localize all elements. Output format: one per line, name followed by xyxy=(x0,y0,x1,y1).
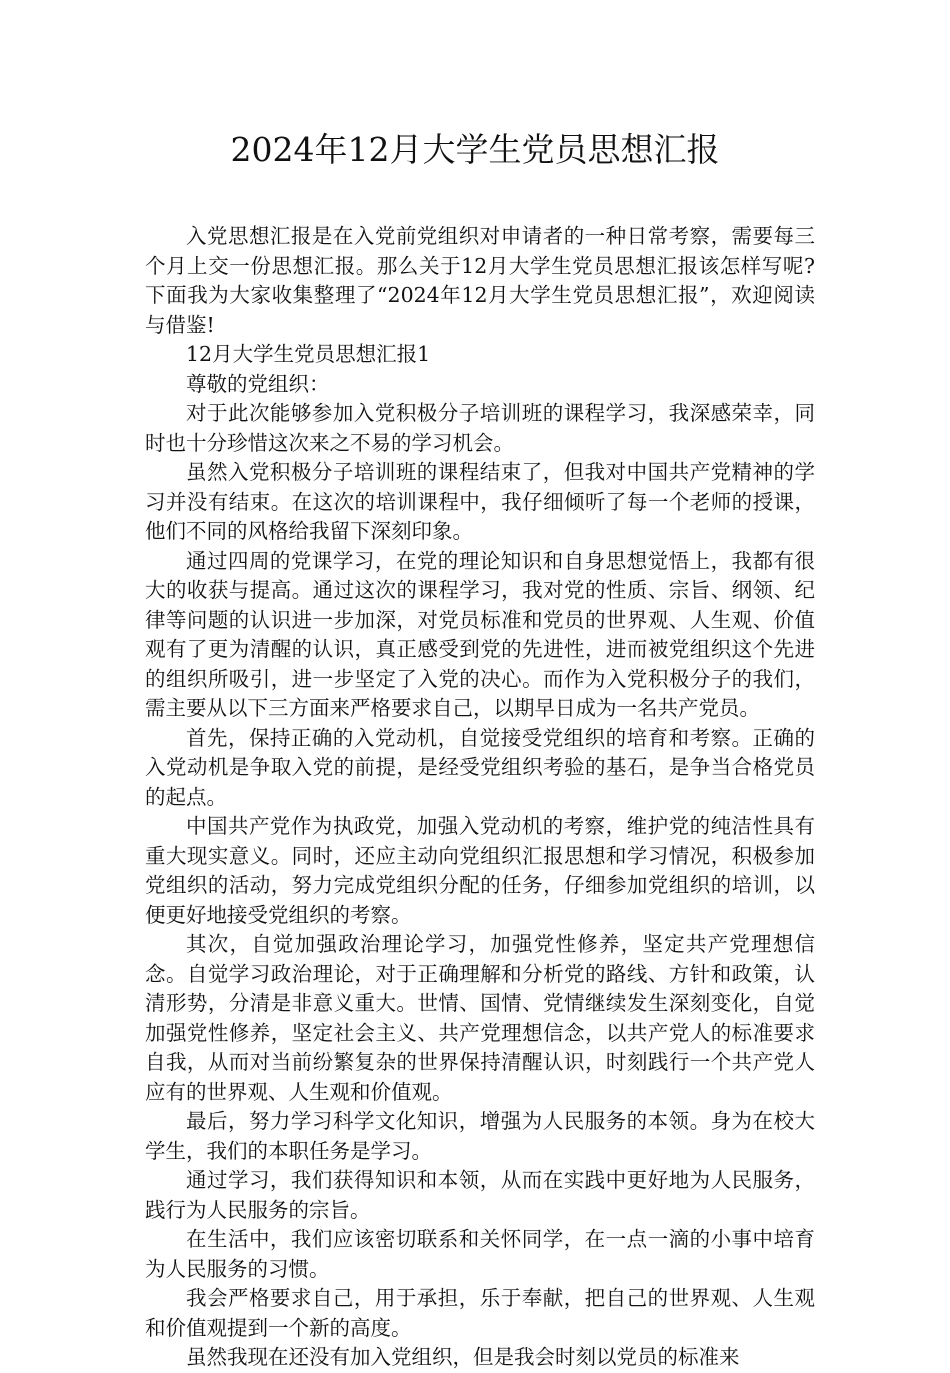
paragraph: 最后，努力学习科学文化知识，增强为人民服务的本领。身为在校大学生，我们的本职任务是学习。 xyxy=(145,1109,815,1163)
paragraph: 对于此次能够参加入党积极分子培训班的课程学习，我深感荣幸，同时也十分珍惜这次来之不易的学习机会。 xyxy=(145,401,815,455)
document-title: 2024年12月大学生党员思想汇报 xyxy=(230,130,720,169)
paragraph: 通过四周的党课学习，在党的理论知识和自身思想觉悟上，我都有很大的收获与提高。通过这次的课程学习，我对党的性质、宗旨、纲领、纪律等问题的认识进一步加深，对党员标准和党员的世界观、人生观、价值观有了更为清醒的认识，真正感受到党的先进性，进而被党组织这个先进的组织所吸引，进一步坚定了入党的决心。而作为入党积极分子的我们，需主要从以下三方面来严格要求自己，以期早日成为一名共产党员。 xyxy=(145,548,815,720)
paragraph: 我会严格要求自己，用于承担，乐于奉献，把自己的世界观、人生观和价值观提到一个新的高度。 xyxy=(145,1286,815,1340)
paragraph: 首先，保持正确的入党动机，自觉接受党组织的培育和考察。正确的入党动机是争取入党的前提，是经受党组织考验的基石，是争当合格党员的起点。 xyxy=(145,725,815,809)
paragraph: 虽然我现在还没有加入党组织，但是我会时刻以党员的标准来 xyxy=(186,1345,740,1369)
salutation: 尊敬的党组织： xyxy=(186,371,330,396)
paragraph: 入党思想汇报是在入党前党组织对申请者的一种日常考察，需要每三个月上交一份思想汇报。那么关于12月大学生党员思想汇报该怎样写呢?下面我为大家收集整理了“2024年12月大学生党员思想汇报”，欢迎阅读与借鉴! xyxy=(145,224,815,337)
paragraph: 在生活中，我们应该密切联系和关怀同学，在一点一滴的小事中培育为人民服务的习惯。 xyxy=(145,1227,815,1281)
paragraph: 虽然入党积极分子培训班的课程结束了，但我对中国共产党精神的学习并没有结束。在这次的培训课程中，我仔细倾听了每一个老师的授课，他们不同的风格给我留下深刻印象。 xyxy=(145,460,815,543)
paragraph: 通过学习，我们获得知识和本领，从而在实践中更好地为人民服务，践行为人民服务的宗旨。 xyxy=(145,1168,815,1222)
section-heading: 12月大学生党员思想汇报1 xyxy=(186,342,431,366)
paragraph: 其次，自觉加强政治理论学习，加强党性修养，坚定共产党理想信念。自觉学习政治理论，对于正确理解和分析党的路线、方针和政策，认清形势，分清是非意义重大。世情、国情、党情继续发生深刻变化，自觉加强党性修养，坚定社会主义、共产党理想信念，以共产党人的标准要求自我，从而对当前纷繁复杂的世界保持清醒认识，时刻践行一个共产党人应有的世界观、人生观和价值观。 xyxy=(145,932,815,1104)
paragraph: 中国共产党作为执政党，加强入党动机的考察，维护党的纯洁性具有重大现实意义。同时，还应主动向党组织汇报思想和学习情况，积极参加党组织的活动，努力完成党组织分配的任务，仔细参加党组织的培训，以便更好地接受党组织的考察。 xyxy=(145,814,815,927)
document-body xyxy=(145,222,815,1373)
